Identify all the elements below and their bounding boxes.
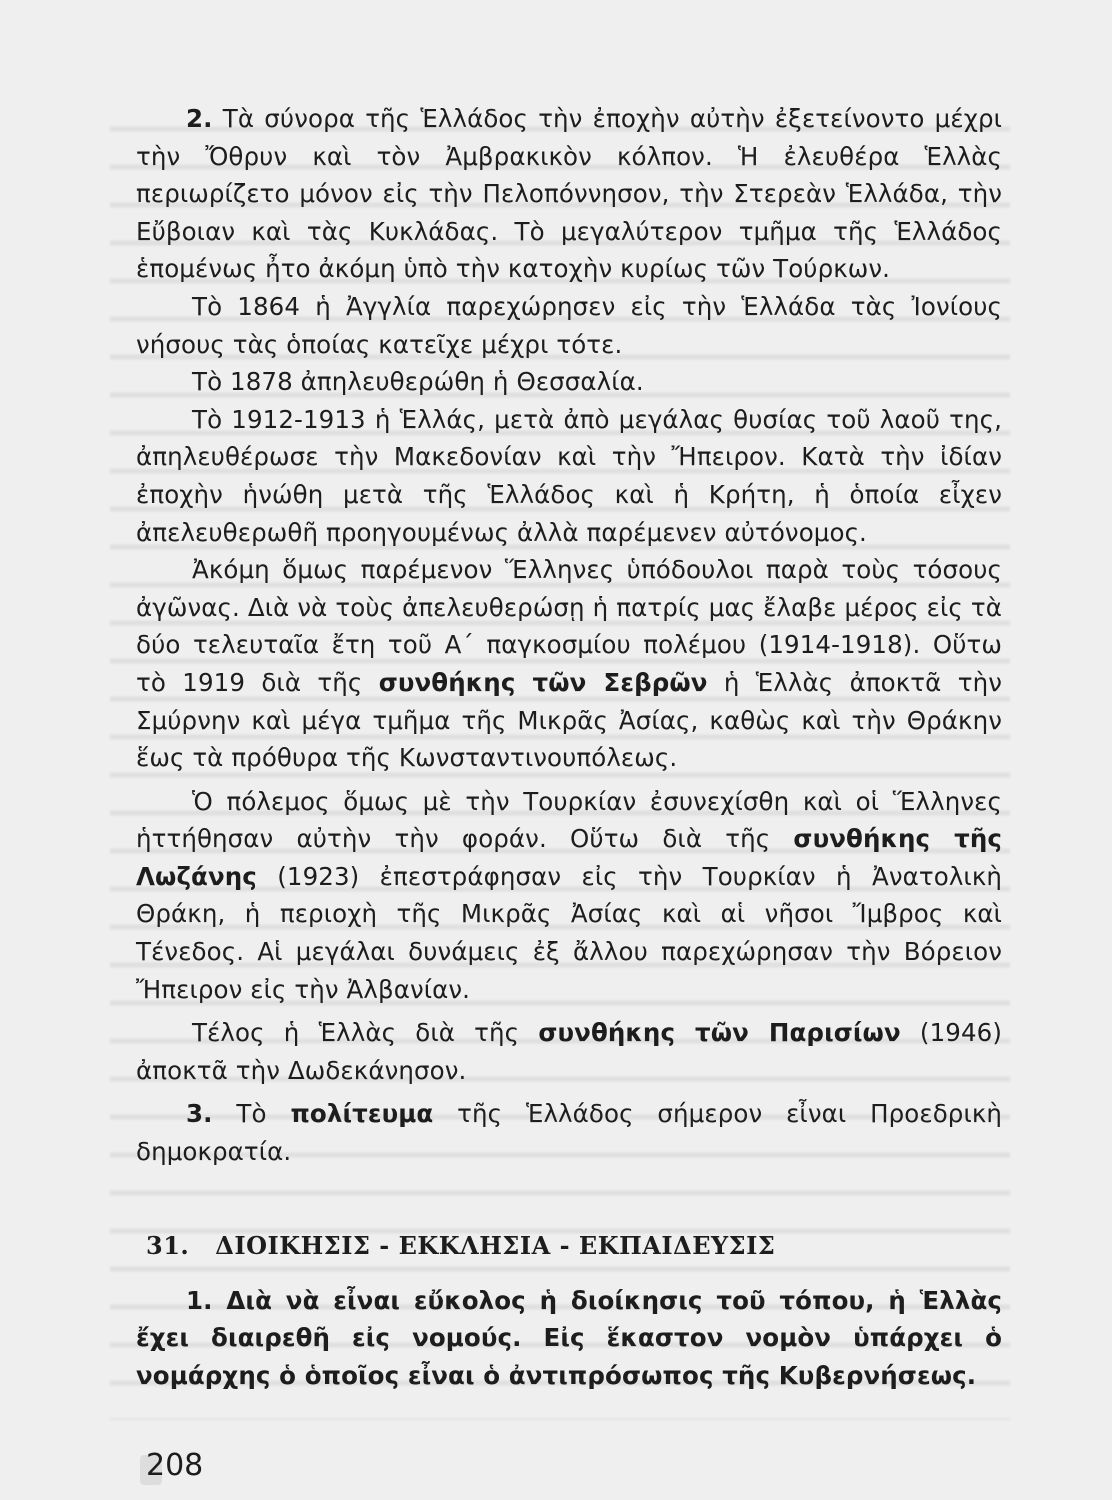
page-number: 208: [146, 1448, 204, 1483]
paragraph-ionian-islands: Τὸ 1864 ἡ Ἀγγλία παρεχώρησεν εἰς τὴν Ἑλλάδα τὰς Ἰονίους νήσους τὰς ὁποίας κατεῖχε μέχρι τότε.: [136, 291, 1002, 359]
section-title: ΔΙΟΙΚΗΣΙΣ - ΕΚΚΛΗΣΙΑ - ΕΚΠΑΙΔΕΥΣΙΣ: [215, 1230, 776, 1260]
section-heading: [146, 1231, 1002, 1260]
paragraph-administration: 1. Διὰ νὰ εἶναι εὔκολος ἡ διοίκησις τοῦ τόπου, ἡ Ἑλλὰς ἔχει διαιρεθῆ εἰς νομούς. Εἰς ἕκαστον νομὸν ὑπάρχει ὁ νομάρχης ὁ ὁποῖος εἶναι ὁ ἀντιπρόσωπος τῆς Κυβερνήσεως.: [136, 1285, 1002, 1390]
paragraph-polity: 3. Τὸ πολίτευμα τῆς Ἑλλάδος σήμερον εἶναι Προεδρικὴ δημοκρατία.: [136, 1099, 1003, 1167]
term-nomarchis: νομάρχης: [136, 1360, 271, 1390]
term-polity: πολίτευμα: [290, 1099, 434, 1129]
treaty-paris: συνθήκης τῶν Παρισίων: [538, 1018, 901, 1048]
paragraph-lausanne: Ὁ πόλεμος ὅμως μὲ τὴν Τουρκίαν ἐσυνεχίσθη καὶ οἱ Ἕλληνες ἡττήθησαν αὐτὴν τὴν φοράν. Οὕτω διὰ τῆς συνθήκης τῆς Λωζάνης (1923) ἐπεστράφησαν εἰς τὴν Τουρκίαν ἡ Ἀνατολικὴ Θράκη, ἡ περιοχὴ τῆς Μικρᾶς Ἀσίας καὶ αἱ νῆσοι Ἴμβρος καὶ Τένεδος. Αἱ μεγάλαι δυνάμεις ἐξ ἄλλου παρεχώρησαν τὴν Βόρειον Ἤπειρον εἰς τὴν Ἀλβανίαν.: [136, 786, 1002, 1004]
paragraph-number: 3.: [186, 1099, 213, 1129]
paragraph-sevres: Ἀκόμη ὅμως παρέμενον Ἕλληνες ὑπόδουλοι παρὰ τοὺς τόσους ἀγῶνας. Διὰ νὰ τοὺς ἀπελευθερώσῃ ἡ πατρίς μας ἔλαβε μέρος εἰς τὰ δύο τελευταῖα ἔτη τοῦ Α΄ παγκοσμίου πολέμου (1914-1918). Οὕτω τὸ 1919 διὰ τῆς συνθήκης τῶν Σεβρῶν ἡ Ἑλλὰς ἀποκτᾶ τὴν Σμύρνην καὶ μέγα τμῆμα τῆς Μικρᾶς Ἀσίας, καθὼς καὶ τὴν Θράκην ἕως τὰ πρόθυρα τῆς Κωνσταντινουπόλεως.: [136, 555, 1002, 773]
paragraph-number: 2.: [186, 104, 213, 133]
treaty-sevres: συνθήκης τῶν Σεβρῶν: [378, 667, 708, 697]
paragraph-balkan-wars: Τὸ 1912-1913 ἡ Ἑλλάς, μετὰ ἀπὸ μεγάλας θυσίας τοῦ λαοῦ της, ἀπηλευθέρωσε τὴν Μακεδονίαν καὶ τὴν Ἤπειρον. Κατὰ τὴν ἰδίαν ἐποχὴν ἡνώθη μετὰ τῆς Ἑλλάδος καὶ ἡ Κρήτη, ἡ ὁποία εἶχεν ἀπελευθερωθῆ προηγουμένως ἀλλὰ παρέμενεν αὐτόνομος.: [136, 404, 1002, 547]
section-number: 31.: [146, 1230, 190, 1260]
term-nomos: νομούς.: [412, 1323, 522, 1353]
paragraph-borders: 2. Τὰ σύνορα τῆς Ἑλλάδος τὴν ἐποχὴν αὐτὴν ἐξετείνοντο μέχρι τὴν Ὄθρυν καὶ τὸν Ἀμβρακικὸν κόλπον. Ἡ ἐλευθέρα Ἑλλὰς περιωρίζετο μόνον εἰς τὴν Πελοπόννησον, τὴν Στερεὰν Ἑλλάδα, τὴν Εὔβοιαν καὶ τὰς Κυκλάδας. Τὸ μεγαλύτερον τμῆμα τῆς Ἑλλάδος ἑπομένως ἦτο ἀκόμη ὑπὸ τὴν κατοχὴν κυρίως τῶν Τούρκων.: [136, 104, 1003, 284]
treaty-lausanne: συνθήκης τῆς Λωζάνης: [136, 824, 1002, 891]
text-column: [136, 100, 1002, 1394]
paragraph-number: 1.: [186, 1285, 213, 1315]
paragraph-paris: Τέλος ἡ Ἑλλὰς διὰ τῆς συνθήκης τῶν Παρισίων (1946) ἀποκτᾶ τὴν Δωδεκάνησον.: [136, 1018, 1002, 1085]
paragraph-thessaly: Τὸ 1878 ἀπηλευθερώθη ἡ Θεσσαλία.: [192, 367, 644, 397]
